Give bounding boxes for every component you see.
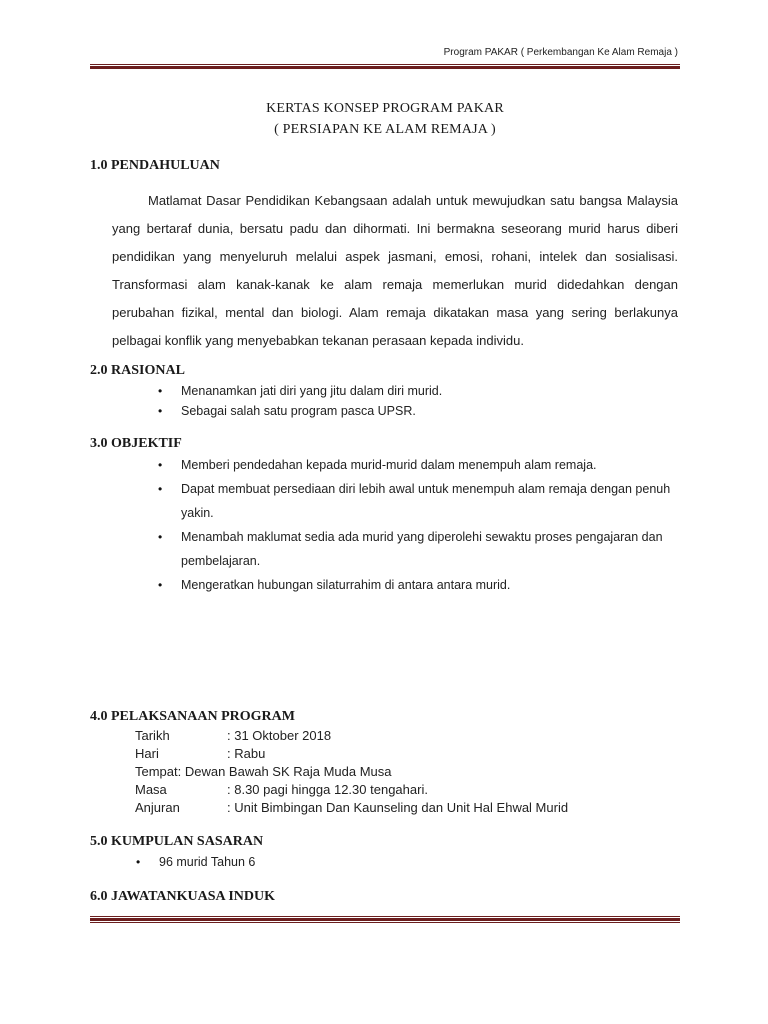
hari-value: : Rabu (227, 746, 266, 761)
detail-row-tempat (135, 763, 568, 781)
heading-rasional: 2.0 RASIONAL (90, 363, 185, 378)
pendahuluan-paragraph: Matlamat Dasar Pendidikan Kebangsaan adalah untuk mewujudkan satu bangsa Malaysia yang bertaraf dunia, bersatu padu dan dihormati. Ini bermakna seseorang murid harus diberi pendidikan yang menyeluruh melalui aspek jasmani, emosi, rohani, intelek dan sosialisasi. Transformasi alam kanak-kanak ke alam remaja memerlukan murid didedahkan dengan perubahan fizikal, mental dan biologi. Alam remaja dikatakan masa yang sering berlakunya pelbagai konflik yang menyebabkan tekanan perasaan kepada individu. (112, 193, 678, 348)
list-item: • Dapat membuat persediaan diri lebih awal untuk menempuh alam remaja dengan penuh yakin. (156, 477, 676, 525)
list-item: • Memberi pendedahan kepada murid-murid dalam menempuh alam remaja. (156, 453, 676, 477)
list-item: • Sebagai salah satu program pasca UPSR. (156, 401, 676, 421)
bullet-icon: • (136, 855, 141, 869)
document-subtitle: ( PERSIAPAN KE ALAM REMAJA ) (274, 122, 496, 137)
list-item: • Mengeratkan hubungan silaturrahim di antara antara murid. (156, 573, 676, 597)
tarikh-label: Tarikh (135, 728, 170, 743)
list-item: • Menanamkan jati diri yang jitu dalam diri murid. (156, 381, 676, 401)
pelaksanaan-details (135, 727, 568, 817)
bullet-icon: • (158, 578, 163, 592)
list-item: • Menambah maklumat sedia ada murid yang diperolehi sewaktu proses pengajaran dan pembelajaran. (156, 525, 676, 573)
tempat-text: Tempat: Dewan Bawah SK Raja Muda Musa (135, 764, 392, 779)
masa-value: : 8.30 pagi hingga 12.30 tengahari. (227, 782, 428, 797)
anjuran-value: : Unit Bimbingan Dan Kaunseling dan Unit Hal Ehwal Murid (227, 800, 569, 815)
detail-row-masa (135, 781, 568, 799)
bullet-icon: • (158, 482, 163, 496)
masa-label: Masa (135, 782, 167, 797)
hari-label: Hari (135, 746, 159, 761)
objektif-list (156, 453, 676, 597)
list-item: • 96 murid Tahun 6 (134, 852, 654, 872)
anjuran-label: Anjuran (135, 800, 180, 815)
footer-rule (90, 916, 680, 923)
document-title: KERTAS KONSEP PROGRAM PAKAR (266, 101, 504, 116)
detail-row-anjuran (135, 799, 568, 817)
heading-objektif: 3.0 OBJEKTIF (90, 436, 182, 451)
heading-jawatankuasa: 6.0 JAWATANKUASA INDUK (90, 889, 276, 904)
sasaran-list (134, 852, 654, 872)
heading-pelaksanaan: 4.0 PELAKSANAAN PROGRAM (90, 709, 295, 724)
bullet-icon: • (158, 404, 163, 418)
heading-pendahuluan: 1.0 PENDAHULUAN (90, 158, 220, 173)
detail-row-tarikh (135, 727, 568, 745)
heading-sasaran: 5.0 KUMPULAN SASARAN (90, 834, 264, 849)
bullet-icon: • (158, 384, 163, 398)
header-rule (90, 64, 680, 69)
bullet-icon: • (158, 458, 163, 472)
tarikh-value: : 31 Oktober 2018 (227, 728, 332, 743)
running-header: Program PAKAR ( Perkembangan Ke Alam Remaja ) (443, 47, 678, 58)
detail-row-hari (135, 745, 568, 763)
bullet-icon: • (158, 530, 163, 544)
rasional-list (156, 381, 676, 421)
